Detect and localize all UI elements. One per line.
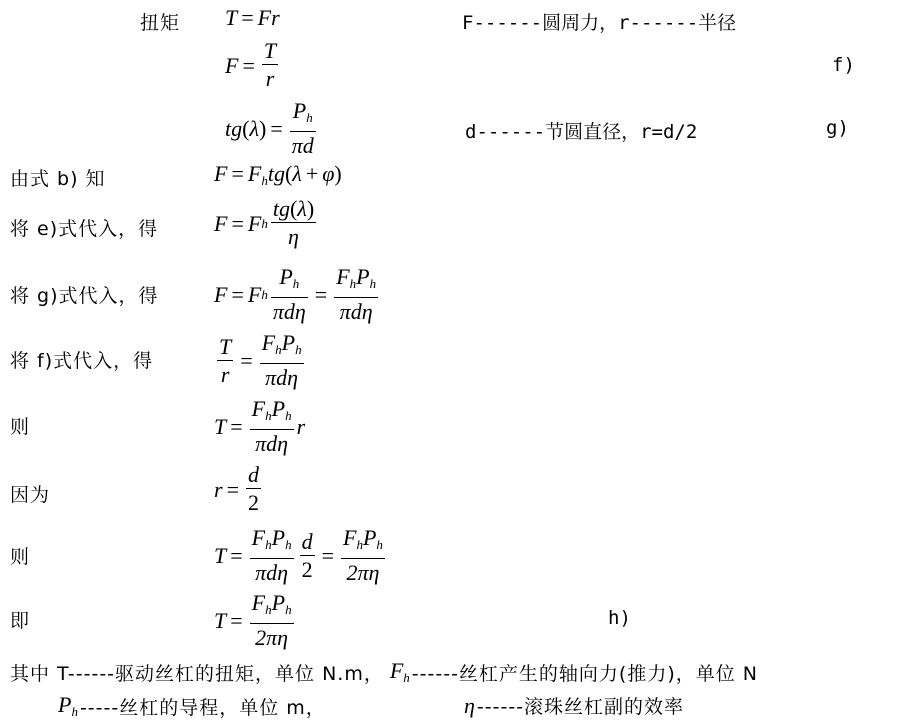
formula-final: T = $\frac{F_hP_h}{2\pi\eta}$ <box>214 590 292 650</box>
formula-r-half-d: r = $\frac{d}{2}$ <box>214 462 259 515</box>
formula-then-2: T = $\frac{F_hP_h}{\text{πdη}}$ $\frac{d}{2}$ = $\frac{F_hP_h}{2\pi\eta}$ <box>214 525 383 585</box>
formula-sub-f: $\frac{T}{r}$ = $\frac{F_hP_h}{\text{πdη}}$ <box>219 330 302 390</box>
torque-label: 扭矩 <box>140 12 181 34</box>
sub-g-label: 将 g)式代入，得 <box>10 285 159 307</box>
formula-sub-g: F = F h $\frac{P_h}{\text{πdη}}$ = $\frac{F_hP_h}{\text{πdη}}$ <box>214 264 377 324</box>
formula-f-tg-sum: $F = F_htg(\lambda + \varphi)$ <box>214 161 342 188</box>
footer-efficiency-def: ------滚珠丝杠副的效率 <box>476 696 685 718</box>
f-definition: F------圆周力，r------半径 <box>462 12 737 34</box>
from-b-label: 由式 b) 知 <box>10 168 106 190</box>
sub-e-label: 将 e)式代入，得 <box>10 218 159 240</box>
footer-line-2 <box>58 692 326 720</box>
tag-h: h) <box>608 607 631 629</box>
footer-fh-symbol: $F_h$ <box>389 658 410 685</box>
footer-torque-def: 其中 T------驱动丝杠的扭矩，单位 N.m， <box>10 662 384 685</box>
because-label: 因为 <box>10 484 51 506</box>
then-label-2: 则 <box>10 546 31 568</box>
formula-then-1: T = $\frac{F_hP_h}{\text{πdη}}$ r <box>214 396 306 456</box>
footer-eta-symbol: η <box>464 692 475 718</box>
formula-tg-lambda: tg ( λ ) = $\frac{P_h}{\pi d}$ <box>225 98 314 158</box>
formula-sub-e: F = F h $\frac{tg(\lambda)}{\eta}$ <box>214 196 315 249</box>
d-definition: d------节圆直径，r=d/2 <box>465 121 698 143</box>
footer-ph-symbol: $P_h$ <box>58 692 78 719</box>
formula-f-eq-t-over-r: F = $\frac{T}{r}$ <box>225 38 277 91</box>
tag-g: g) <box>826 117 849 139</box>
footer-axial-force-def: ------丝杠产生的轴向力(推力)，单位 N <box>411 662 759 685</box>
i-e-label: 即 <box>10 610 31 632</box>
footer-line-2b <box>464 692 684 719</box>
footer-line-1 <box>10 658 758 686</box>
formula-torque: T = Fr <box>225 5 280 30</box>
sub-f-label: 将 f)式代入，得 <box>10 350 154 372</box>
tag-f: f) <box>832 54 855 76</box>
then-label-1: 则 <box>10 416 31 438</box>
footer-lead-def: -----丝杠的导程，单位 m， <box>79 696 326 719</box>
